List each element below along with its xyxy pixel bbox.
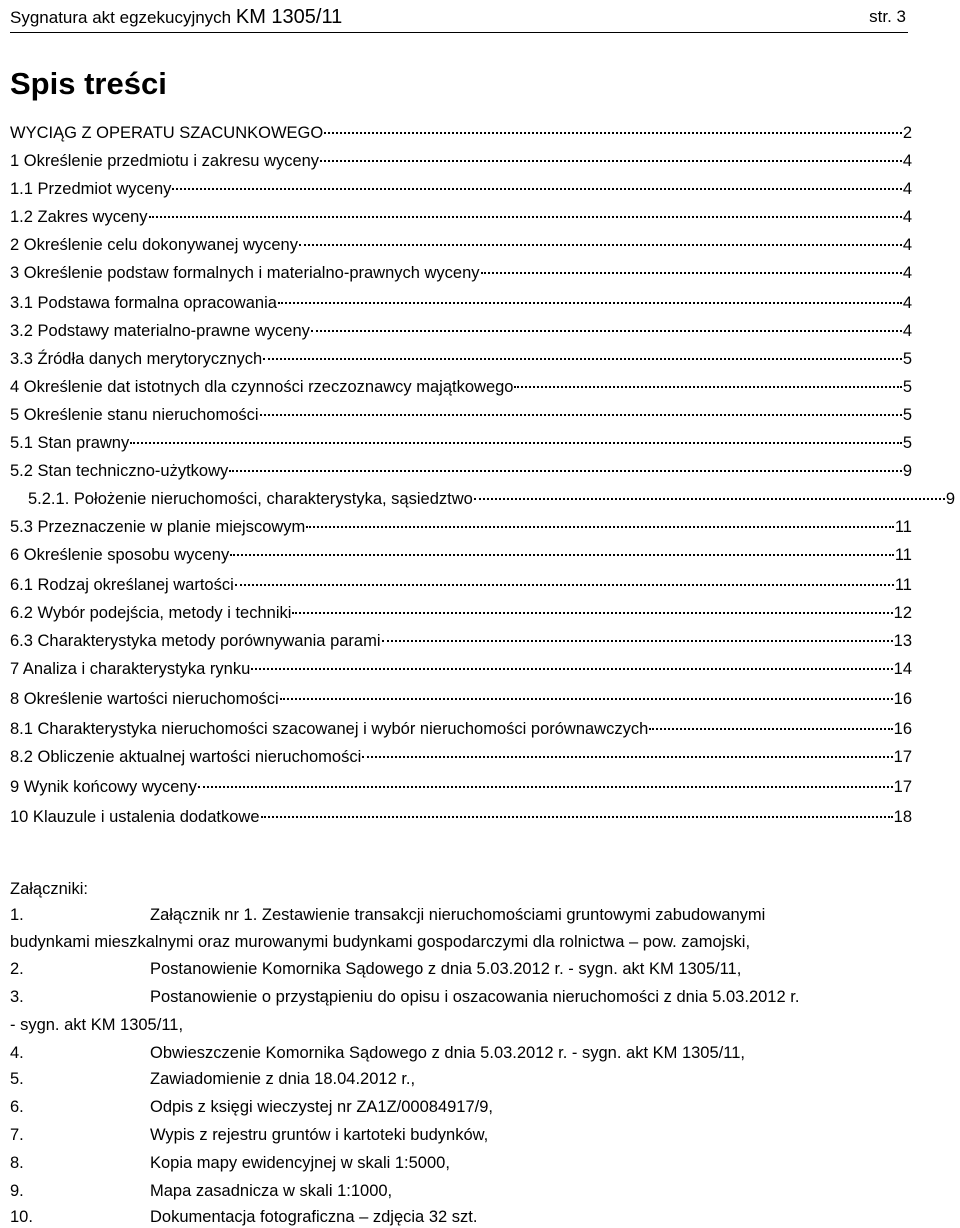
toc-entry[interactable] [10, 658, 912, 680]
toc-entry-leader [382, 640, 893, 642]
attachment-number: 8. [10, 1154, 24, 1172]
toc-entry-page: 11 [894, 518, 912, 536]
attachment-item [10, 958, 910, 980]
toc-entry-label: 5.3 Przeznaczenie w planie miejscowym [10, 518, 306, 536]
attachment-text: Postanowienie Komornika Sądowego z dnia 5.03.2012 r. - sygn. akt KM 1305/11, [150, 960, 742, 978]
toc-entry-page: 5 [902, 378, 912, 396]
attachment-text: Załącznik nr 1. Zestawienie transakcji nieruchomościami gruntowymi zabudowanymi [150, 906, 766, 924]
toc-entry-leader [481, 272, 902, 274]
toc-entry-leader [474, 498, 945, 500]
toc-entry-label: 6.2 Wybór podejścia, metody i techniki [10, 604, 292, 622]
toc-entry-page: 9 [945, 490, 955, 508]
toc-entry[interactable] [10, 630, 912, 652]
attachment-number: 2. [10, 960, 24, 978]
toc-entry[interactable] [10, 602, 912, 624]
toc-entry-leader [292, 612, 892, 614]
toc-entry[interactable] [10, 122, 912, 144]
toc-entry-label: WYCIĄG Z OPERATU SZACUNKOWEGO [10, 124, 324, 142]
toc-entry-label: 9 Wynik końcowy wyceny [10, 778, 197, 796]
header-page-number: str. 3 [869, 7, 906, 26]
toc-entry-label: 8.1 Charakterystyka nieruchomości szacowanej i wybór nieruchomości porównawczych [10, 720, 649, 738]
toc-entry-label: 5.2.1. Położenie nieruchomości, charakterystyka, sąsiedztwo [28, 490, 473, 508]
toc-entry-label: 8.2 Obliczenie aktualnej wartości nieruchomości [10, 748, 362, 766]
toc-entry-label: 6.3 Charakterystyka metody porównywania parami [10, 632, 381, 650]
toc-entry-page: 17 [893, 748, 912, 766]
toc-entry-label: 10 Klauzule i ustalenia dodatkowe [10, 808, 260, 826]
toc-entry-label: 8 Określenie wartości nieruchomości [10, 690, 279, 708]
toc-entry-label: 5.2 Stan techniczno-użytkowy [10, 462, 229, 480]
toc-entry[interactable] [10, 688, 912, 710]
toc-entry-page: 5 [902, 350, 912, 368]
toc-entry-leader [261, 816, 893, 818]
attachment-item [10, 1124, 910, 1146]
toc-entry-label: 3.3 Źródła danych merytorycznych [10, 350, 263, 368]
toc-entry[interactable] [10, 544, 912, 566]
attachment-text: Mapa zasadnicza w skali 1:1000, [150, 1182, 393, 1200]
toc-entry-leader [649, 728, 892, 730]
attachment-item [10, 1180, 910, 1202]
toc-entry-leader [260, 414, 902, 416]
toc-entry-leader [130, 442, 902, 444]
attachment-text: Zawiadomienie z dnia 18.04.2012 r., [150, 1070, 416, 1088]
toc-entry-leader [280, 698, 893, 700]
page-header [10, 4, 908, 33]
toc-entry-leader [235, 584, 894, 586]
attachment-item [10, 1152, 910, 1174]
toc-entry-label: 6 Określenie sposobu wyceny [10, 546, 230, 564]
toc-entry-page: 17 [893, 778, 912, 796]
toc-entry-page: 9 [902, 462, 912, 480]
toc-entry[interactable] [10, 404, 912, 426]
toc-entry[interactable] [10, 776, 912, 798]
toc-entry[interactable] [10, 178, 912, 200]
toc-entry-leader [514, 386, 901, 388]
toc-entry[interactable] [28, 488, 955, 510]
attachment-text: Dokumentacja fotograficzna – zdjęcia 32 szt. [150, 1208, 478, 1226]
toc-entry[interactable] [10, 460, 912, 482]
attachment-item [10, 1206, 910, 1228]
toc-entry-leader [311, 330, 902, 332]
toc-entry-page: 18 [893, 808, 912, 826]
toc-entry-leader [149, 216, 902, 218]
toc-entry[interactable] [10, 574, 912, 596]
toc-entry[interactable] [10, 746, 912, 768]
toc-entry-label: 7 Analiza i charakterystyka rynku [10, 660, 251, 678]
toc-entry-page: 4 [902, 208, 912, 226]
toc-entry-leader [172, 188, 901, 190]
toc-entry-page: 16 [893, 720, 912, 738]
toc-entry[interactable] [10, 234, 912, 256]
toc-entry[interactable] [10, 806, 912, 828]
toc-entry-leader [263, 358, 902, 360]
attachment-number: 5. [10, 1070, 24, 1088]
attachments-title: Załączniki: [10, 880, 88, 898]
attachment-number: 10. [10, 1208, 33, 1226]
toc-entry-label: 2 Określenie celu dokonywanej wyceny [10, 236, 298, 254]
toc-entry-label: 1 Określenie przedmiotu i zakresu wyceny [10, 152, 320, 170]
toc-entry[interactable] [10, 150, 912, 172]
toc-entry-label: 1.2 Zakres wyceny [10, 208, 148, 226]
toc-entry-label: 6.1 Rodzaj określanej wartości [10, 576, 234, 594]
attachment-number: 7. [10, 1126, 24, 1144]
toc-entry-page: 5 [902, 406, 912, 424]
attachment-item [10, 1068, 910, 1090]
toc-entry-leader [198, 786, 893, 788]
toc-entry[interactable] [10, 206, 912, 228]
toc-entry-page: 12 [893, 604, 912, 622]
attachment-item [10, 1042, 910, 1064]
attachment-text: Odpis z księgi wieczystej nr ZA1Z/00084917/9, [150, 1098, 493, 1116]
toc-entry-leader [251, 668, 892, 670]
toc-entry-page: 4 [902, 152, 912, 170]
toc-entry-leader [320, 160, 902, 162]
toc-entry-label: 1.1 Przedmiot wyceny [10, 180, 172, 198]
toc-entry-leader [278, 302, 902, 304]
toc-entry[interactable] [10, 432, 912, 454]
toc-entry-page: 2 [902, 124, 912, 142]
toc-entry-page: 4 [902, 322, 912, 340]
toc-entry-leader [299, 244, 902, 246]
header-signature: KM 1305/11 [235, 6, 343, 28]
attachment-text-continued: budynkami mieszkalnymi oraz murowanymi budynkami gospodarczymi dla rolnictwa – pow. zamojski, [10, 933, 751, 951]
attachment-text: Obwieszczenie Komornika Sądowego z dnia 5.03.2012 r. - sygn. akt KM 1305/11, [150, 1044, 745, 1062]
toc-entry-page: 4 [902, 236, 912, 254]
toc-entry-leader [230, 554, 894, 556]
toc-entry-page: 14 [893, 660, 912, 678]
toc-entry-leader [362, 756, 892, 758]
toc-entry-label: 3.2 Podstawy materialno-prawne wyceny [10, 322, 310, 340]
toc-entry[interactable] [10, 262, 912, 284]
attachment-number: 6. [10, 1098, 24, 1116]
toc-entry[interactable] [10, 718, 912, 740]
attachment-item [10, 986, 910, 1008]
attachment-text-continued: - sygn. akt KM 1305/11, [10, 1016, 184, 1034]
toc-entry[interactable] [10, 516, 912, 538]
toc-entry-page: 4 [902, 180, 912, 198]
toc-entry[interactable] [10, 292, 912, 314]
header-title [10, 6, 342, 29]
toc-entry-leader [324, 132, 902, 134]
toc-entry-page: 16 [893, 690, 912, 708]
toc-entry-label: 3.1 Podstawa formalna opracowania [10, 294, 277, 312]
toc-entry-page: 11 [894, 546, 912, 564]
toc-entry-label: 3 Określenie podstaw formalnych i materialno-prawnych wyceny [10, 264, 480, 282]
toc-entry-page: 11 [894, 576, 912, 594]
toc-entry[interactable] [10, 320, 912, 342]
header-title-prefix: Sygnatura akt egzekucyjnych [10, 8, 236, 27]
attachment-text: Wypis z rejestru gruntów i kartoteki budynków, [150, 1126, 489, 1144]
attachment-text: Postanowienie o przystąpieniu do opisu i oszacowania nieruchomości z dnia 5.03.2012 r. [150, 988, 800, 1006]
attachment-number: 4. [10, 1044, 24, 1062]
toc-heading: Spis treści [10, 66, 167, 101]
toc-entry-page: 4 [902, 264, 912, 282]
attachment-number: 1. [10, 906, 24, 924]
toc-entry-page: 13 [893, 632, 912, 650]
toc-entry[interactable] [10, 348, 912, 370]
toc-entry[interactable] [10, 376, 912, 398]
toc-entry-label: 5.1 Stan prawny [10, 434, 130, 452]
toc-entry-label: 5 Określenie stanu nieruchomości [10, 406, 259, 424]
attachment-item [10, 1096, 910, 1118]
toc-entry-label: 4 Określenie dat istotnych dla czynności rzeczoznawcy majątkowego [10, 378, 514, 396]
attachment-text: Kopia mapy ewidencyjnej w skali 1:5000, [150, 1154, 450, 1172]
toc-entry-leader [229, 470, 902, 472]
toc-entry-leader [306, 526, 894, 528]
attachment-item [10, 904, 910, 926]
toc-entry-page: 4 [902, 294, 912, 312]
attachment-number: 9. [10, 1182, 24, 1200]
toc-entry-page: 5 [902, 434, 912, 452]
attachment-number: 3. [10, 988, 24, 1006]
